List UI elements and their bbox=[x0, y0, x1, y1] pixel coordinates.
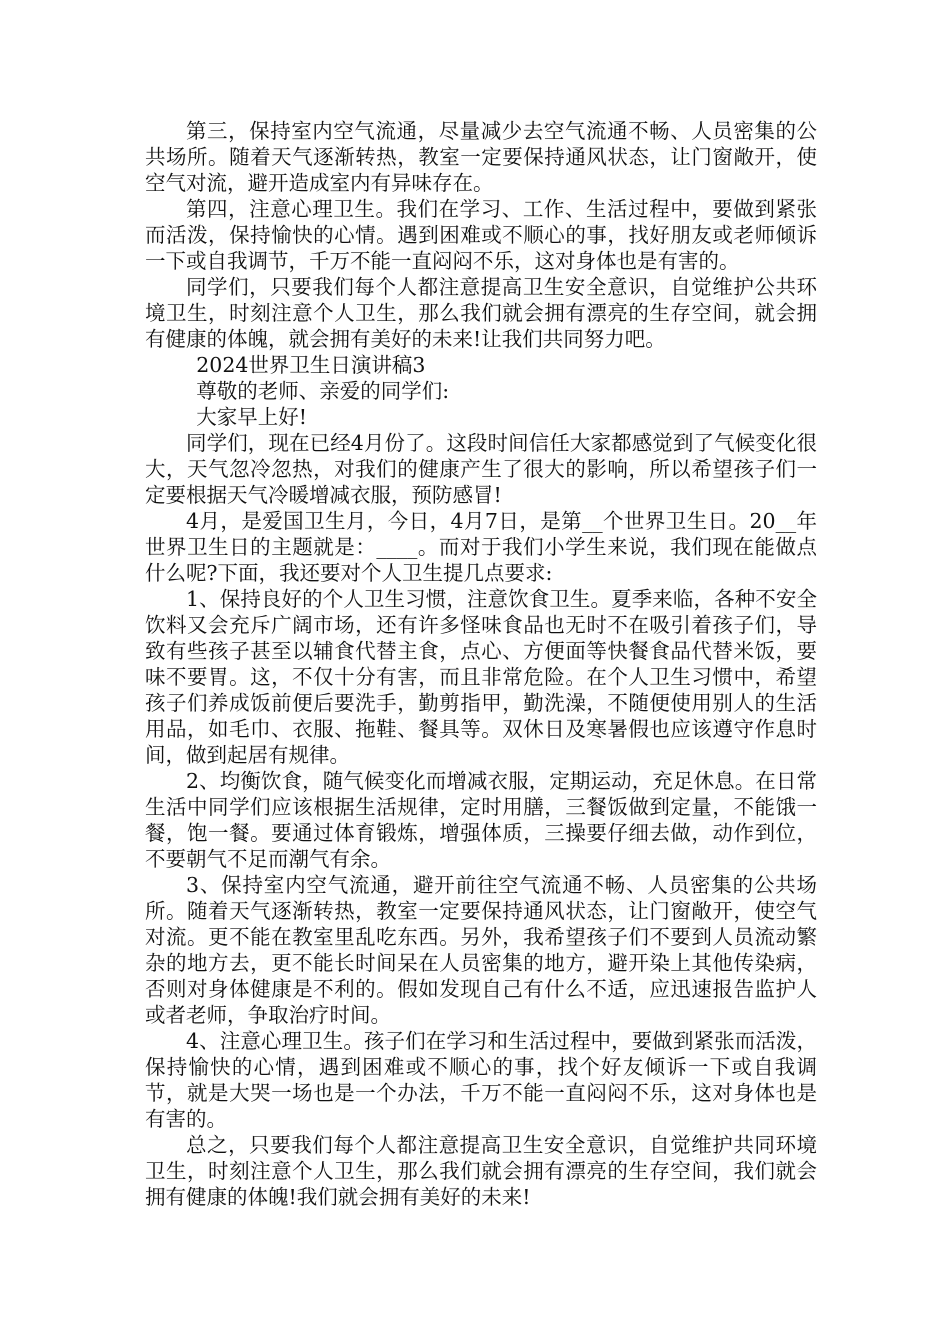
document-page bbox=[145, 118, 817, 1210]
paragraph: 4、注意心理卫生。孩子们在学习和生活过程中，要做到紧张而活泼，保持愉快的心情，遇到困难或不顺心的事，找个好友倾诉一下或自我调节，就是大哭一场也是一个办法，千万不能一直闷闷不乐，这对身体也是有害的。 bbox=[145, 1029, 817, 1131]
salutation: 尊敬的老师、亲爱的同学们: bbox=[196, 379, 450, 403]
paragraph: 3、保持室内空气流通，避开前往空气流通不畅、人员密集的公共场所。随着天气逐渐转热，教室一定要保持通风状态，让门窗敞开，使空气对流。更不能在教室里乱吃东西。另外，我希望孩子们不要到人员流动繁杂的地方去，更不能长时间呆在人员密集的地方，避开染上其他传染病，否则对身体健康是不利的。假如发现自己有什么不适，应迅速报告监护人或者老师，争取治疗时间。 bbox=[145, 873, 817, 1027]
paragraph: 总之，只要我们每个人都注意提高卫生安全意识，自觉维护共同环境卫生，时刻注意个人卫生，那么我们就会拥有漂亮的生存空间，我们就会拥有健康的体魄!我们就会拥有美好的未来! bbox=[145, 1133, 817, 1209]
paragraph: 2、均衡饮食，随气候变化而增减衣服，定期运动，充足休息。在日常生活中同学们应该根据生活规律，定时用膳，三餐饭做到定量，不能饿一餐，饱一餐。要通过体育锻炼，增强体质，三操要仔细去做，动作到位，不要朝气不足而潮气有余。 bbox=[145, 769, 817, 871]
paragraph: 同学们，只要我们每个人都注意提高卫生安全意识，自觉维护公共环境卫生，时刻注意个人卫生，那么我们就会拥有漂亮的生存空间，就会拥有健康的体魄，就会拥有美好的未来!让我们共同努力吧。 bbox=[145, 275, 817, 351]
paragraph: 1、保持良好的个人卫生习惯，注意饮食卫生。夏季来临，各种不安全饮料又会充斥广阔市场，还有许多怪味食品也无时不在吸引着孩子们，导致有些孩子甚至以辅食代替主食，点心、方便面等快餐食品代替米饭，要味不要胃。这，不仅十分有害，而且非常危险。在个人卫生习惯中，希望孩子们养成饭前便后要洗手，勤剪指甲，勤洗澡，不随便使用别人的生活用品，如毛巾、衣服、拖鞋、餐具等。双休日及寒暑假也应该遵守作息时间，做到起居有规律。 bbox=[145, 587, 817, 767]
paragraph: 第四，注意心理卫生。我们在学习、工作、生活过程中，要做到紧张而活泼，保持愉快的心情。遇到困难或不顺心的事，找好朋友或老师倾诉一下或自我调节，千万不能一直闷闷不乐，这对身体也是有害的。 bbox=[145, 197, 817, 273]
greeting: 大家早上好! bbox=[196, 405, 307, 429]
section-title: 2024世界卫生日演讲稿3 bbox=[196, 353, 426, 377]
paragraph: 同学们，现在已经4月份了。这段时间信任大家都感觉到了气候变化很大，天气忽冷忽热，对我们的健康产生了很大的影响，所以希望孩子们一定要根据天气冷暖增减衣服，预防感冒! bbox=[145, 431, 817, 507]
paragraph: 第三，保持室内空气流通，尽量减少去空气流通不畅、人员密集的公共场所。随着天气逐渐转热，教室一定要保持通风状态，让门窗敞开，使空气对流，避开造成室内有异味存在。 bbox=[145, 119, 817, 195]
paragraph: 4月，是爱国卫生月，今日，4月7日，是第__个世界卫生日。20__年世界卫生日的主题就是：____。而对于我们小学生来说，我们现在能做点什么呢?下面，我还要对个人卫生提几点要求: bbox=[145, 509, 817, 585]
